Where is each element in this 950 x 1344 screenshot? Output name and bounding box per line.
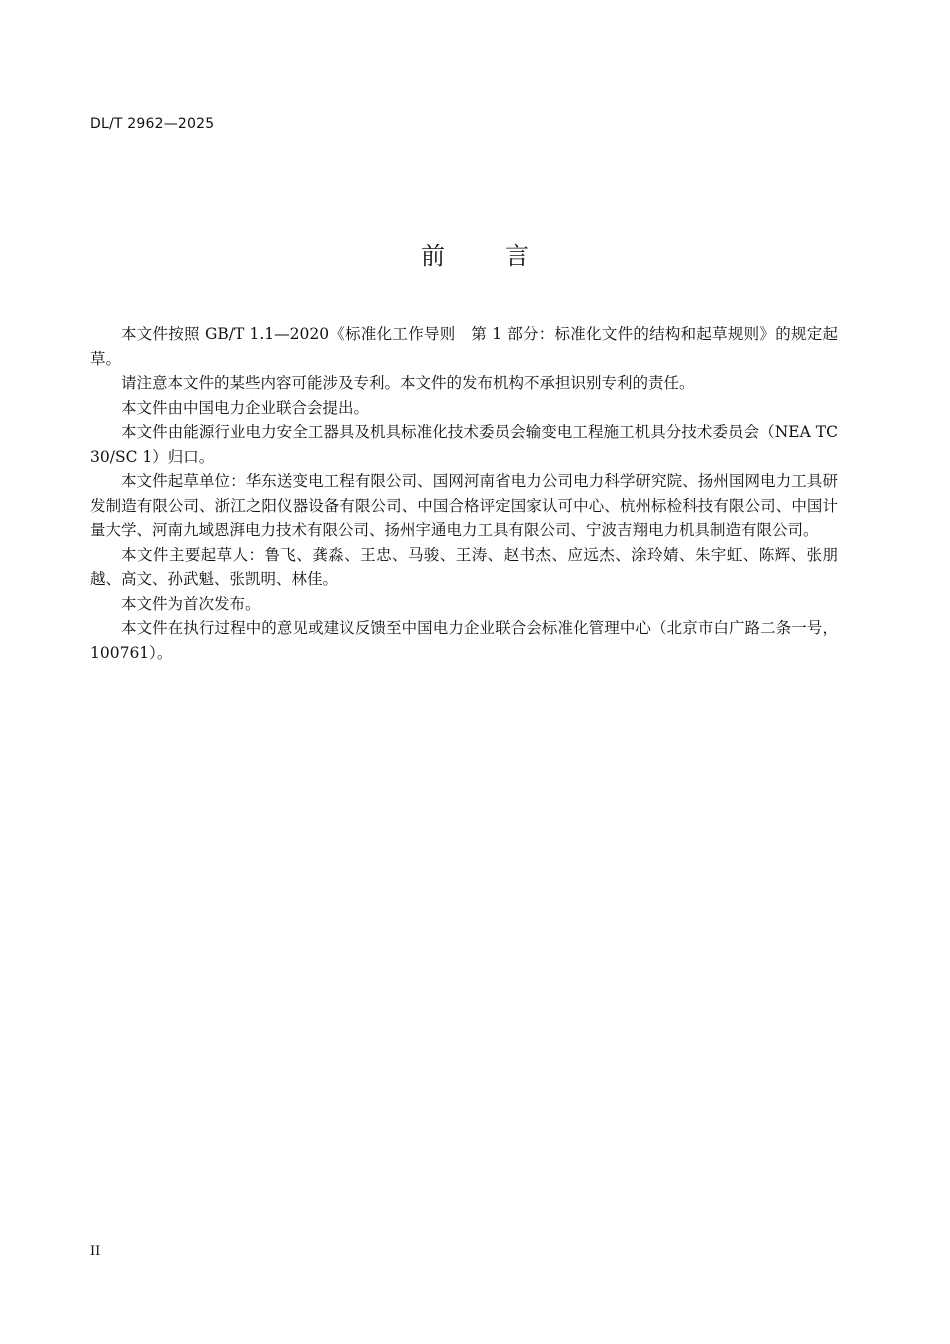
paragraph-drafters: 本文件主要起草人：鲁飞、龚淼、王忠、马骏、王涛、赵书杰、应远杰、涂玲婧、朱宇虹、陈辉、张朋越、高文、孙武魁、张凯明、林佳。 (90, 545, 838, 588)
foreword-body (90, 322, 838, 665)
paragraph-technical-committee: 本文件由能源行业电力安全工器具及机具标准化技术委员会输变电工程施工机具分技术委员会（NEA TC 30/SC 1）归口。 (90, 423, 838, 466)
page-number: II (90, 1244, 101, 1259)
page-title: 前言 (421, 242, 589, 270)
paragraph-proposer: 本文件由中国电力企业联合会提出。 (121, 398, 370, 417)
paragraph-first-release: 本文件为首次发布。 (121, 594, 261, 613)
paragraph-feedback: 本文件在执行过程中的意见或建议反馈至中国电力企业联合会标准化管理中心（北京市白广路二条一号，100761）。 (90, 619, 838, 662)
paragraph-drafting-units: 本文件起草单位：华东送变电工程有限公司、国网河南省电力公司电力科学研究院、扬州国网电力工具研发制造有限公司、浙江之阳仪器设备有限公司、中国合格评定国家认可中心、杭州标检科技有限公司、中国计量大学、河南九域恩湃电力技术有限公司、扬州宇通电力工具有限公司、宁波吉翔电力机具制造有限公司。 (90, 472, 838, 539)
document-code: DL/T 2962—2025 (90, 116, 215, 132)
paragraph-drafting-rules: 本文件按照 GB/T 1.1—2020《标准化工作导则 第 1 部分：标准化文件的结构和起草规则》的规定起草。 (90, 325, 838, 368)
paragraph-patent-notice: 请注意本文件的某些内容可能涉及专利。本文件的发布机构不承担识别专利的责任。 (121, 374, 695, 392)
